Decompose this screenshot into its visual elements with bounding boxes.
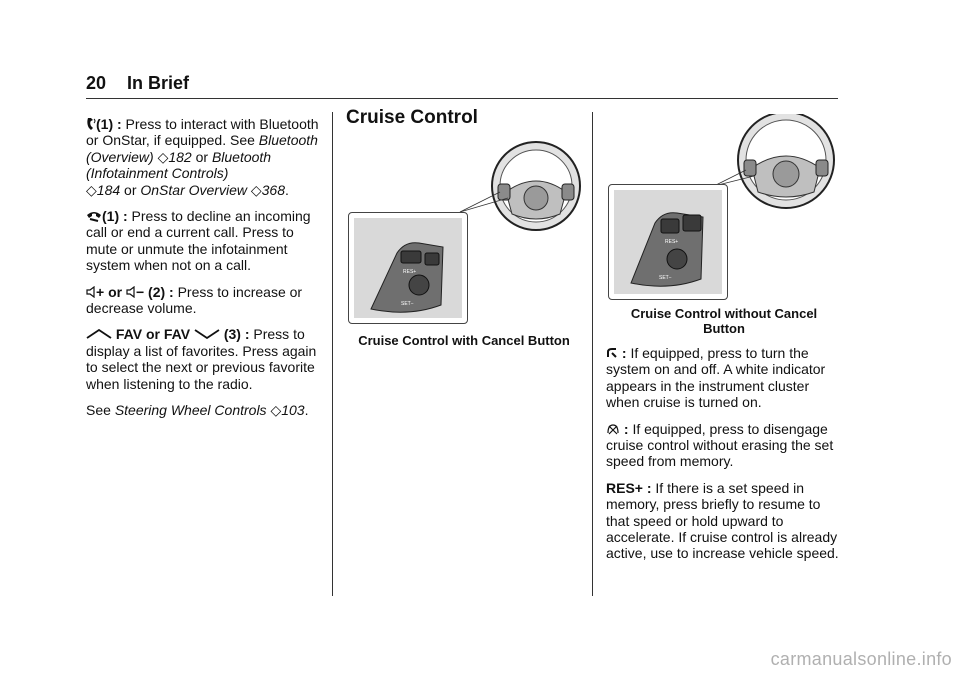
body-text: . xyxy=(304,402,309,419)
chevron-up-icon xyxy=(86,329,112,339)
term-label: (3) : xyxy=(219,326,250,343)
term-label: RES+ : xyxy=(606,479,652,496)
term-label: FAV or FAV xyxy=(112,326,194,343)
term-label: (1) : xyxy=(96,116,122,132)
body-text: If there is a set speed in memory, press briefly to resume to that speed or hold upward to accelerate. If cruise control is already active, use to increase vehicle speed. xyxy=(606,479,839,562)
page-ref-arrow-icon: ◇ xyxy=(157,148,169,165)
link-bluetooth-overview[interactable]: Bluetooth (Overview) xyxy=(86,132,318,165)
body-text: Press to decline an incoming call or end a current call. Press to mute or unmute the infotainment system when not on a call. xyxy=(86,208,311,274)
section-title: Cruise Control xyxy=(346,107,478,128)
term-label: − (2) : xyxy=(135,283,174,300)
page-ref[interactable]: 182 xyxy=(168,148,192,165)
inset-frame xyxy=(348,212,468,324)
watermark: carmanualsonline.info xyxy=(770,649,952,669)
right-column xyxy=(606,345,842,572)
link-onstar-overview[interactable]: OnStar Overview xyxy=(140,181,247,198)
cruise-on-icon xyxy=(606,347,618,359)
page-ref[interactable]: 184 xyxy=(96,181,121,198)
paragraph-phone-interact xyxy=(86,116,322,198)
paragraph-phone-end xyxy=(86,208,322,274)
body-text: If equipped, press to disengage cruise control without erasing the set speed from memory. xyxy=(606,420,834,470)
set-label: SET− xyxy=(659,275,672,281)
term-label: : xyxy=(620,420,629,437)
term-label: + or xyxy=(96,283,126,300)
body-text: If equipped, press to turn the system on and off. A white indicator appears in the instrument cluster when cruise is turned on. xyxy=(606,345,826,411)
paragraph-favorites xyxy=(86,326,322,392)
body-text: Press to increase or decrease volume. xyxy=(86,283,303,317)
paragraph-resume xyxy=(606,480,842,562)
phone-interact-icon xyxy=(86,117,96,131)
term-label: : xyxy=(618,345,627,361)
caption-line: Cruise Control without Cancel xyxy=(630,306,818,321)
figure-caption-with-cancel: Cruise Control with Cancel Button xyxy=(358,333,570,348)
cruise-switch-image xyxy=(609,185,727,299)
set-label: SET− xyxy=(401,301,414,307)
body-text: See xyxy=(86,402,115,419)
page-number: 20 xyxy=(86,73,107,93)
figure-caption-without-cancel xyxy=(606,306,842,336)
link-steering-wheel-controls[interactable]: Steering Wheel Controls xyxy=(114,402,267,419)
page-ref[interactable]: 103 xyxy=(281,402,305,419)
res-label: RES+ xyxy=(665,239,679,245)
header-rule xyxy=(86,98,838,99)
paragraph-cruise-on xyxy=(606,345,842,411)
volume-icon xyxy=(86,286,96,298)
paragraph-cruise-cancel xyxy=(606,421,842,470)
cruise-switch-image xyxy=(349,213,467,323)
column-divider-1 xyxy=(332,112,333,596)
inset-frame xyxy=(608,184,728,300)
page-ref[interactable]: 368 xyxy=(261,181,285,198)
res-label: RES+ xyxy=(403,269,417,275)
left-column xyxy=(86,116,322,429)
chevron-down-icon xyxy=(194,329,220,339)
middle-column xyxy=(346,107,582,128)
figure-cruise-without-cancel xyxy=(606,114,842,304)
page-title: In Brief xyxy=(127,73,190,93)
body-text: or xyxy=(191,148,212,165)
paragraph-see-also xyxy=(86,402,322,418)
caption-line: Button xyxy=(703,321,745,336)
page-ref-arrow-icon: ◇ xyxy=(250,181,262,198)
body-text: . xyxy=(285,181,289,198)
body-text: Press to display a list of favorites. Press again to select the next or previous favorite when listening to the radio. xyxy=(86,326,317,392)
term-label: (1) : xyxy=(102,208,128,225)
cruise-cancel-icon xyxy=(606,423,620,435)
page-header xyxy=(86,73,189,94)
link-bluetooth-infotainment[interactable]: Bluetooth (Infotainment Controls) xyxy=(86,148,272,182)
paragraph-volume xyxy=(86,284,322,317)
column-divider-2 xyxy=(592,112,593,596)
body-text: or xyxy=(120,181,141,198)
volume-icon xyxy=(126,286,136,298)
figure-cruise-with-cancel xyxy=(346,140,582,330)
page-ref-arrow-icon: ◇ xyxy=(86,181,97,198)
body-text: Press to interact with Bluetooth or OnStar, if equipped. See xyxy=(86,116,319,149)
phone-end-icon xyxy=(86,210,102,222)
page-ref-arrow-icon: ◇ xyxy=(270,402,282,419)
